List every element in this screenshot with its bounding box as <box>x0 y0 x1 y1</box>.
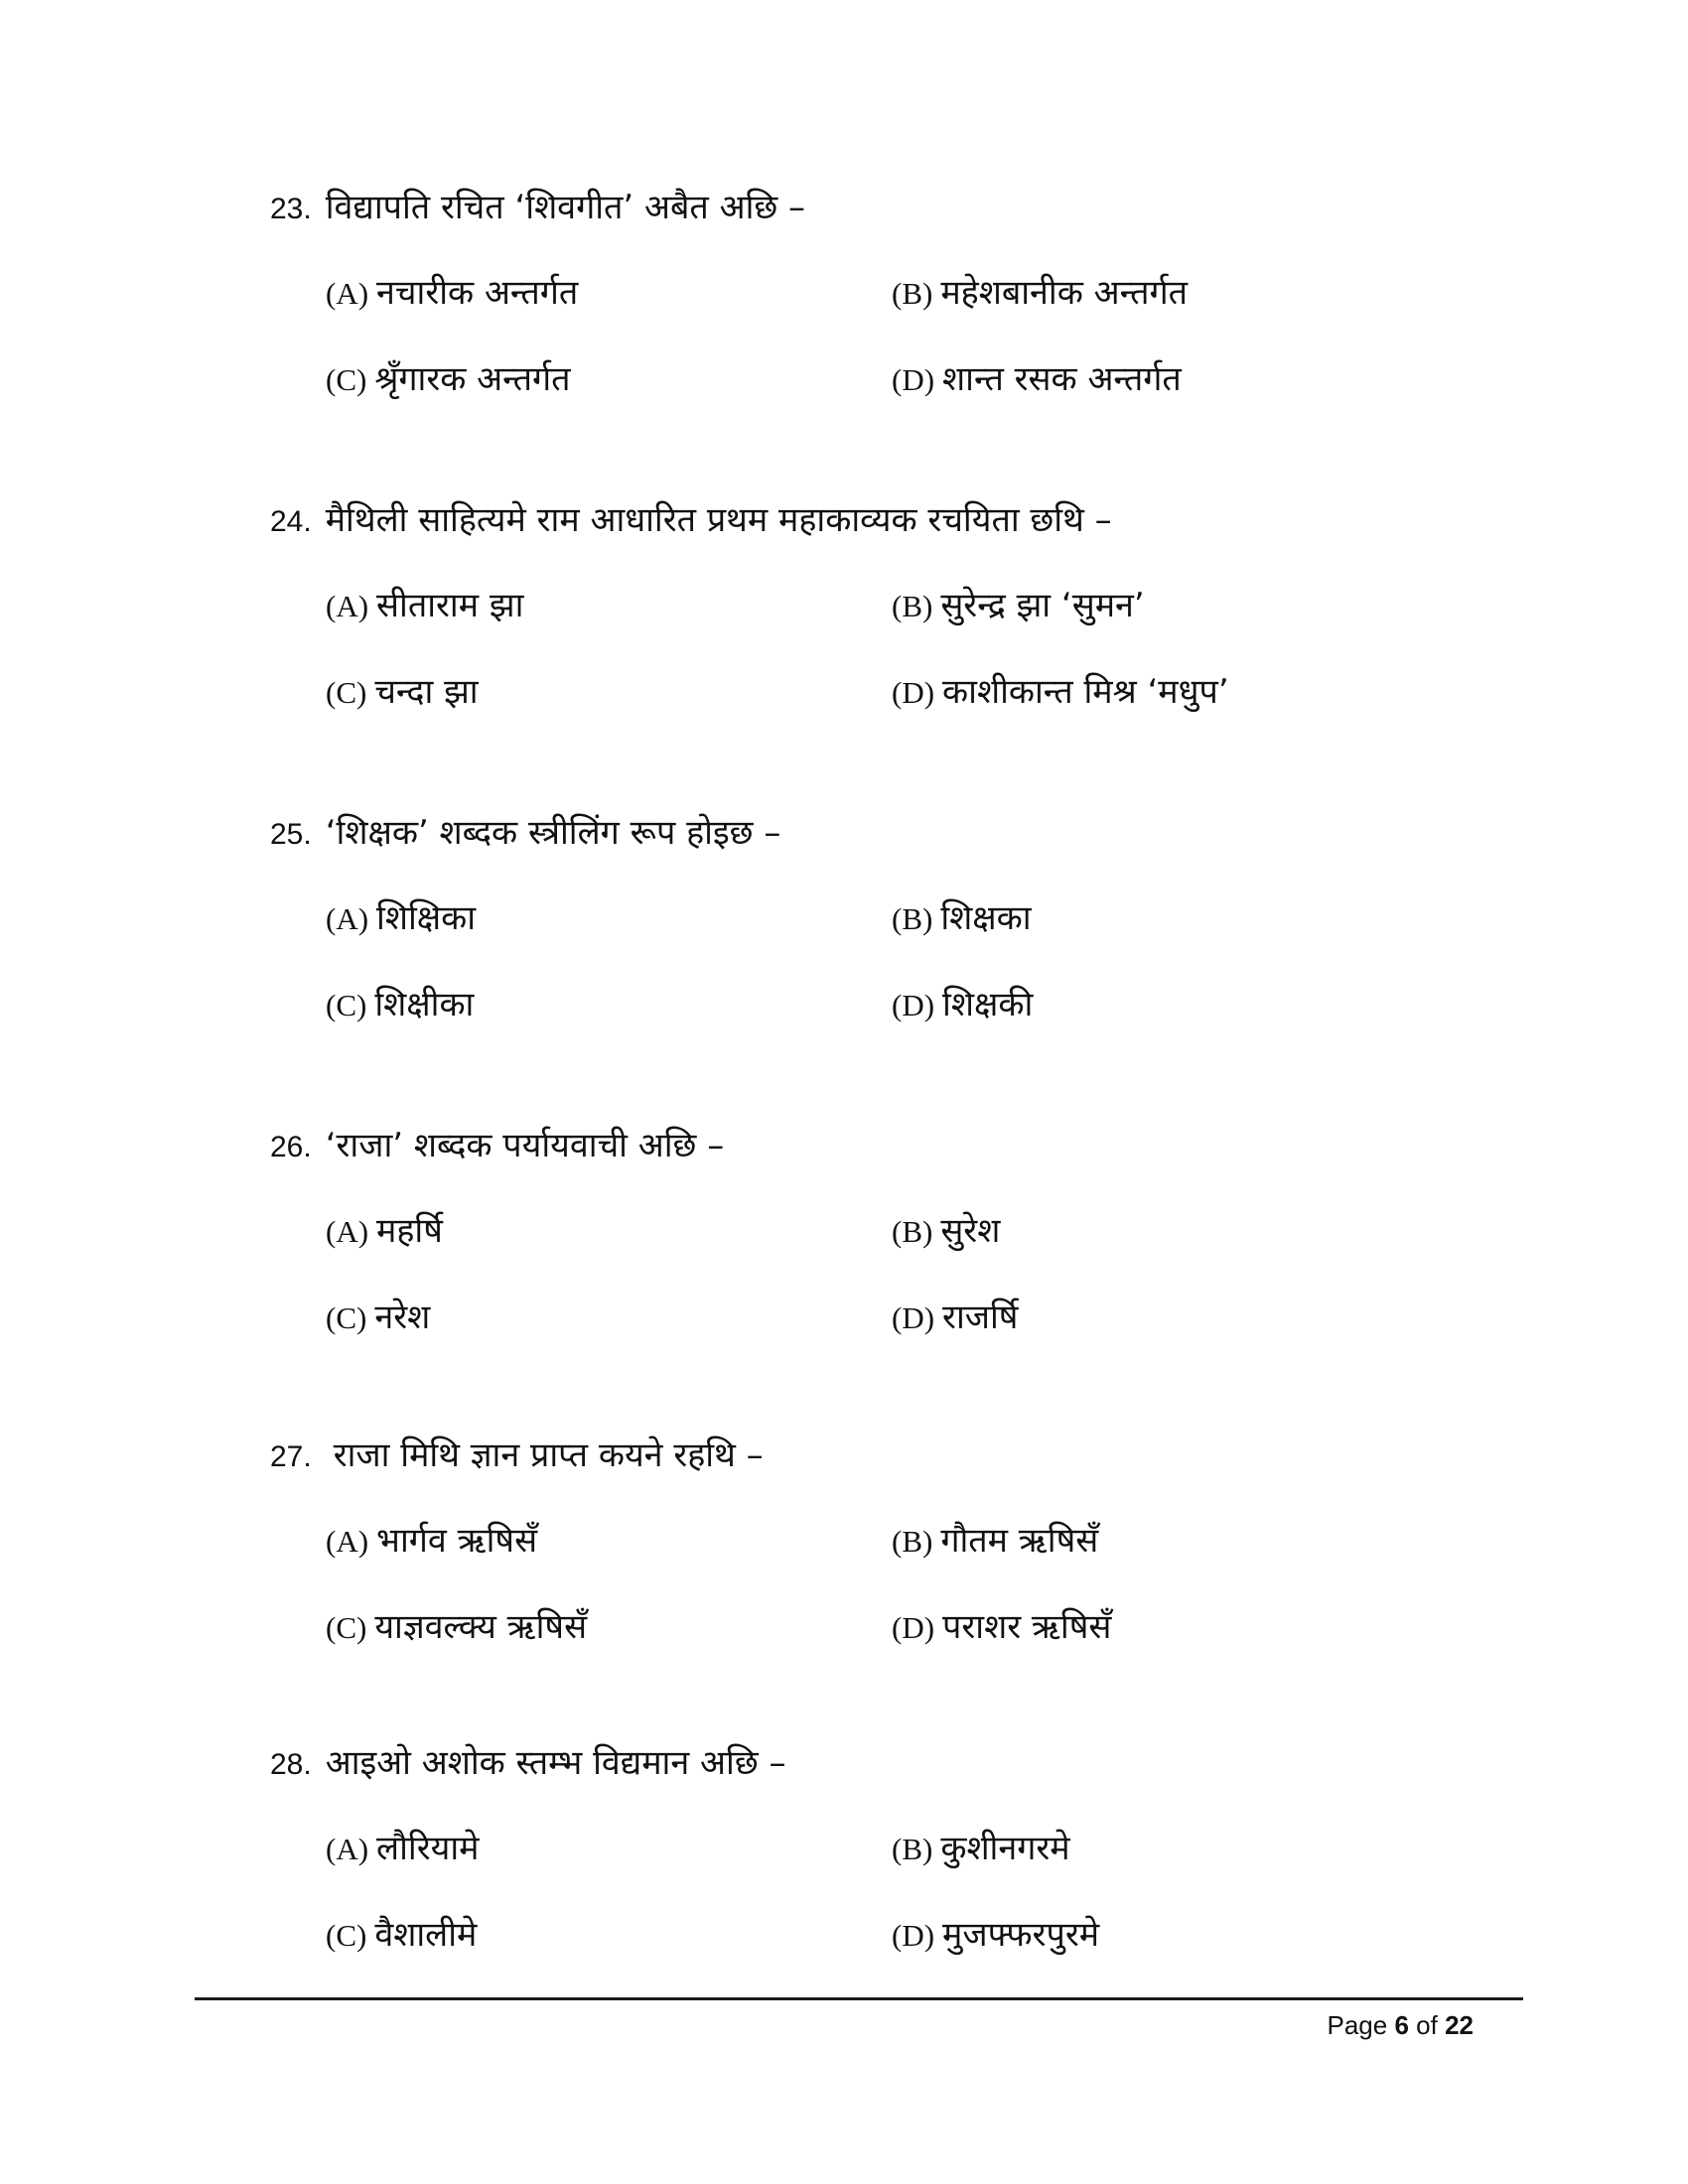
question-25 <box>270 811 1561 1109</box>
option-text: सुरेन्द्र झा ‘सुमन’ <box>940 586 1145 625</box>
option-text: कुशीनगरमे <box>940 1829 1070 1868</box>
option-text: पराशर ऋषिसँ <box>942 1607 1112 1647</box>
question-28 <box>270 1741 1561 2039</box>
option-text: शिक्षकी <box>942 985 1034 1024</box>
option-text: महेशबानीक अन्तर्गत <box>940 273 1188 313</box>
question-number: 24. <box>270 505 312 538</box>
question-number: 25. <box>270 818 312 851</box>
question-text: आइओ अशोक स्तम्भ विद्यमान अछि – <box>325 1743 786 1783</box>
option-text: वैशालीमे <box>374 1915 478 1955</box>
option-d <box>892 357 1182 402</box>
option-b <box>892 896 1032 941</box>
question-text: ‘राजा’ शब्दक पर्यायवाची अछि – <box>325 1126 725 1165</box>
option-letter: (C) <box>326 1610 367 1645</box>
option-d <box>892 1913 1099 1958</box>
option-d <box>892 1605 1111 1650</box>
option-text: चन्दा झा <box>374 672 479 712</box>
option-text: शान्त रसक अन्तर्गत <box>942 359 1182 399</box>
option-c <box>326 1605 587 1650</box>
question-24 <box>270 498 1561 796</box>
option-letter: (C) <box>326 988 367 1023</box>
option-text: याज्ञवल्क्य ऋषिसँ <box>374 1607 588 1647</box>
option-text: लौरियामे <box>376 1829 480 1868</box>
question-number: 27. <box>270 1440 312 1473</box>
question-text: ‘शिक्षक’ शब्दक स्त्रीलिंग रूप होइछ – <box>325 813 781 853</box>
question-number: 26. <box>270 1131 312 1163</box>
option-text: काशीकान्त मिश्र ‘मधुप’ <box>942 672 1229 712</box>
option-letter: (B) <box>892 1832 933 1866</box>
question-text: विद्यापति रचित ‘शिवगीत’ अबैत अछि – <box>325 188 806 227</box>
option-letter: (B) <box>892 1524 933 1559</box>
option-c <box>326 983 474 1027</box>
question-stem <box>270 186 805 231</box>
question-stem <box>270 1124 724 1169</box>
question-number: 28. <box>270 1748 312 1781</box>
option-letter: (B) <box>892 901 933 936</box>
option-letter: (A) <box>326 1832 369 1866</box>
option-letter: (B) <box>892 276 933 311</box>
question-stem <box>270 811 780 857</box>
question-stem <box>270 1433 764 1479</box>
option-letter: (C) <box>326 1918 367 1953</box>
option-text: नरेश <box>374 1297 431 1337</box>
total-pages: 22 <box>1445 2010 1474 2040</box>
page-word: Page <box>1327 2010 1388 2040</box>
option-text: महर्षि <box>376 1211 443 1251</box>
option-letter: (A) <box>326 589 369 623</box>
option-letter: (D) <box>892 675 935 710</box>
question-stem <box>270 1741 785 1787</box>
page-footer <box>1327 2007 1474 2043</box>
option-c <box>326 670 479 715</box>
option-letter: (C) <box>326 1300 367 1335</box>
question-text: मैथिली साहित्यमे राम आधारित प्रथम महाकाव्यक रचयिता छथि – <box>325 500 1112 540</box>
option-b <box>892 584 1145 628</box>
option-a <box>326 896 476 941</box>
option-text: शिक्षीका <box>374 985 475 1024</box>
option-letter: (A) <box>326 1214 369 1249</box>
question-23 <box>270 186 1561 483</box>
option-text: मुजफ्फरपुरमे <box>942 1915 1100 1955</box>
option-letter: (D) <box>892 1918 935 1953</box>
option-a <box>326 584 523 628</box>
option-c <box>326 357 571 402</box>
option-b <box>892 1209 1000 1254</box>
option-b <box>892 1519 1098 1564</box>
question-number: 23. <box>270 193 312 225</box>
option-text: शिक्षका <box>940 898 1032 938</box>
option-letter: (C) <box>326 675 367 710</box>
option-a <box>326 1827 479 1871</box>
option-letter: (B) <box>892 1214 933 1249</box>
option-text: राजर्षि <box>942 1297 1019 1337</box>
option-c <box>326 1913 477 1958</box>
of-word: of <box>1416 2010 1438 2040</box>
option-letter: (A) <box>326 276 369 311</box>
option-letter: (A) <box>326 1524 369 1559</box>
option-text: सीताराम झा <box>376 586 524 625</box>
option-text: भार्गव ऋषिसँ <box>376 1521 538 1561</box>
option-a <box>326 1519 537 1564</box>
question-27 <box>270 1433 1561 1731</box>
option-b <box>892 271 1188 316</box>
option-letter: (C) <box>326 362 367 397</box>
option-d <box>892 983 1033 1027</box>
option-text: गौतम ऋषिसँ <box>940 1521 1099 1561</box>
option-letter: (B) <box>892 589 933 623</box>
option-text: श्रृँगारक अन्तर्गत <box>374 359 571 399</box>
footer-rule <box>195 1997 1523 2000</box>
option-a <box>326 1209 443 1254</box>
option-letter: (D) <box>892 988 935 1023</box>
option-letter: (D) <box>892 1300 935 1335</box>
question-26 <box>270 1124 1561 1422</box>
option-letter: (D) <box>892 1610 935 1645</box>
option-a <box>326 271 578 316</box>
option-d <box>892 670 1229 715</box>
option-letter: (D) <box>892 362 935 397</box>
option-c <box>326 1296 430 1340</box>
option-d <box>892 1296 1018 1340</box>
option-text: नचारीक अन्तर्गत <box>376 273 579 313</box>
option-text: सुरेश <box>940 1211 1001 1251</box>
option-letter: (A) <box>326 901 369 936</box>
option-b <box>892 1827 1070 1871</box>
page-number: 6 <box>1394 2010 1409 2040</box>
question-text: राजा मिथि ज्ञान प्राप्त कयने रहथि – <box>333 1435 764 1475</box>
question-stem <box>270 498 1112 544</box>
option-text: शिक्षिका <box>376 898 477 938</box>
